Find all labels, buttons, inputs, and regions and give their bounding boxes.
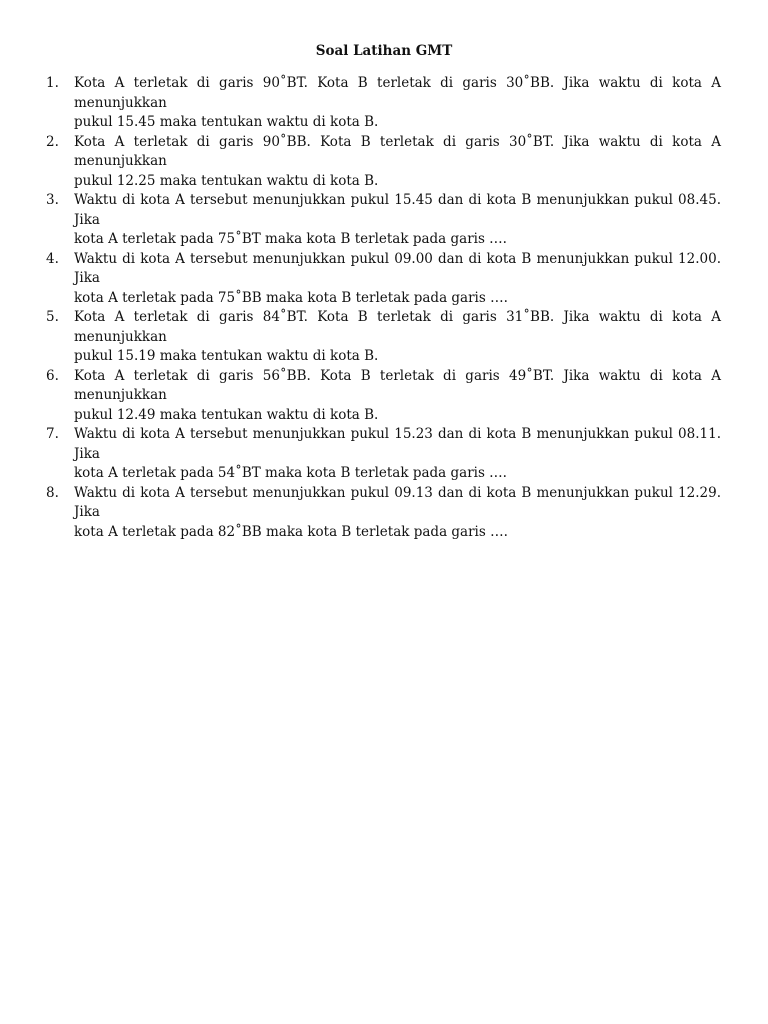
question-text [74,425,721,484]
question-item [0,74,768,133]
question-item [0,308,768,367]
question-line: Waktu di kota A tersebut menunjukkan pukul 15.45 dan di kota B menunjukkan pukul 08.45. Jika [74,192,721,228]
question-line: kota A terletak pada 54˚BT maka kota B terletak pada garis …. [74,465,507,481]
question-number: 5. [46,309,59,325]
question-line: pukul 12.49 maka tentukan waktu di kota B. [74,406,379,423]
question-item [0,425,768,484]
question-line: Waktu di kota A tersebut menunjukkan pukul 15.23 dan di kota B menunjukkan pukul 08.11. Jika [74,426,721,462]
question-item [0,191,768,250]
question-text [74,191,721,250]
question-text [74,308,721,367]
question-line: pukul 15.45 maka tentukan waktu di kota B. [74,114,379,130]
question-line: pukul 15.19 maka tentukan waktu di kota B. [74,348,379,364]
question-line: Kota A terletak di garis 90˚BT. Kota B terletak di garis 30˚BB. Jika waktu di kota A menunjukkan [74,75,721,111]
question-line: kota A terletak pada 75˚BB maka kota B terletak pada garis …. [74,289,508,306]
document-title: Soal Latihan GMT [315,43,453,59]
question-number: 3. [46,192,59,208]
question-line: Kota A terletak di garis 90˚BB. Kota B terletak di garis 30˚BT. Jika waktu di kota A menunjukkan [74,133,721,169]
question-text [74,367,721,426]
question-line: kota A terletak pada 75˚BT maka kota B terletak pada garis …. [74,231,507,247]
question-line: Waktu di kota A tersebut menunjukkan pukul 09.13 dan di kota B menunjukkan pukul 12.29. Jika [74,484,721,520]
question-number: 1. [46,75,59,91]
question-item [0,133,768,192]
question-text [74,74,721,133]
question-text [74,133,721,192]
question-number: 4. [46,250,59,267]
question-text [74,250,721,309]
question-text [74,484,721,543]
question-item [0,250,768,309]
question-line: kota A terletak pada 82˚BB maka kota B terletak pada garis …. [74,523,508,540]
question-item [0,484,768,543]
question-number: 8. [46,484,59,501]
question-line: Kota A terletak di garis 84˚BT. Kota B terletak di garis 31˚BB. Jika waktu di kota A menunjukkan [74,309,721,345]
question-line: pukul 12.25 maka tentukan waktu di kota B. [74,172,379,189]
question-item [0,367,768,426]
question-number: 2. [46,133,59,150]
question-list [0,74,768,542]
question-number: 7. [46,426,59,442]
question-number: 6. [46,367,59,384]
question-line: Kota A terletak di garis 56˚BB. Kota B terletak di garis 49˚BT. Jika waktu di kota A menunjukkan [74,367,721,403]
question-line: Waktu di kota A tersebut menunjukkan pukul 09.00 dan di kota B menunjukkan pukul 12.00. Jika [74,250,721,286]
